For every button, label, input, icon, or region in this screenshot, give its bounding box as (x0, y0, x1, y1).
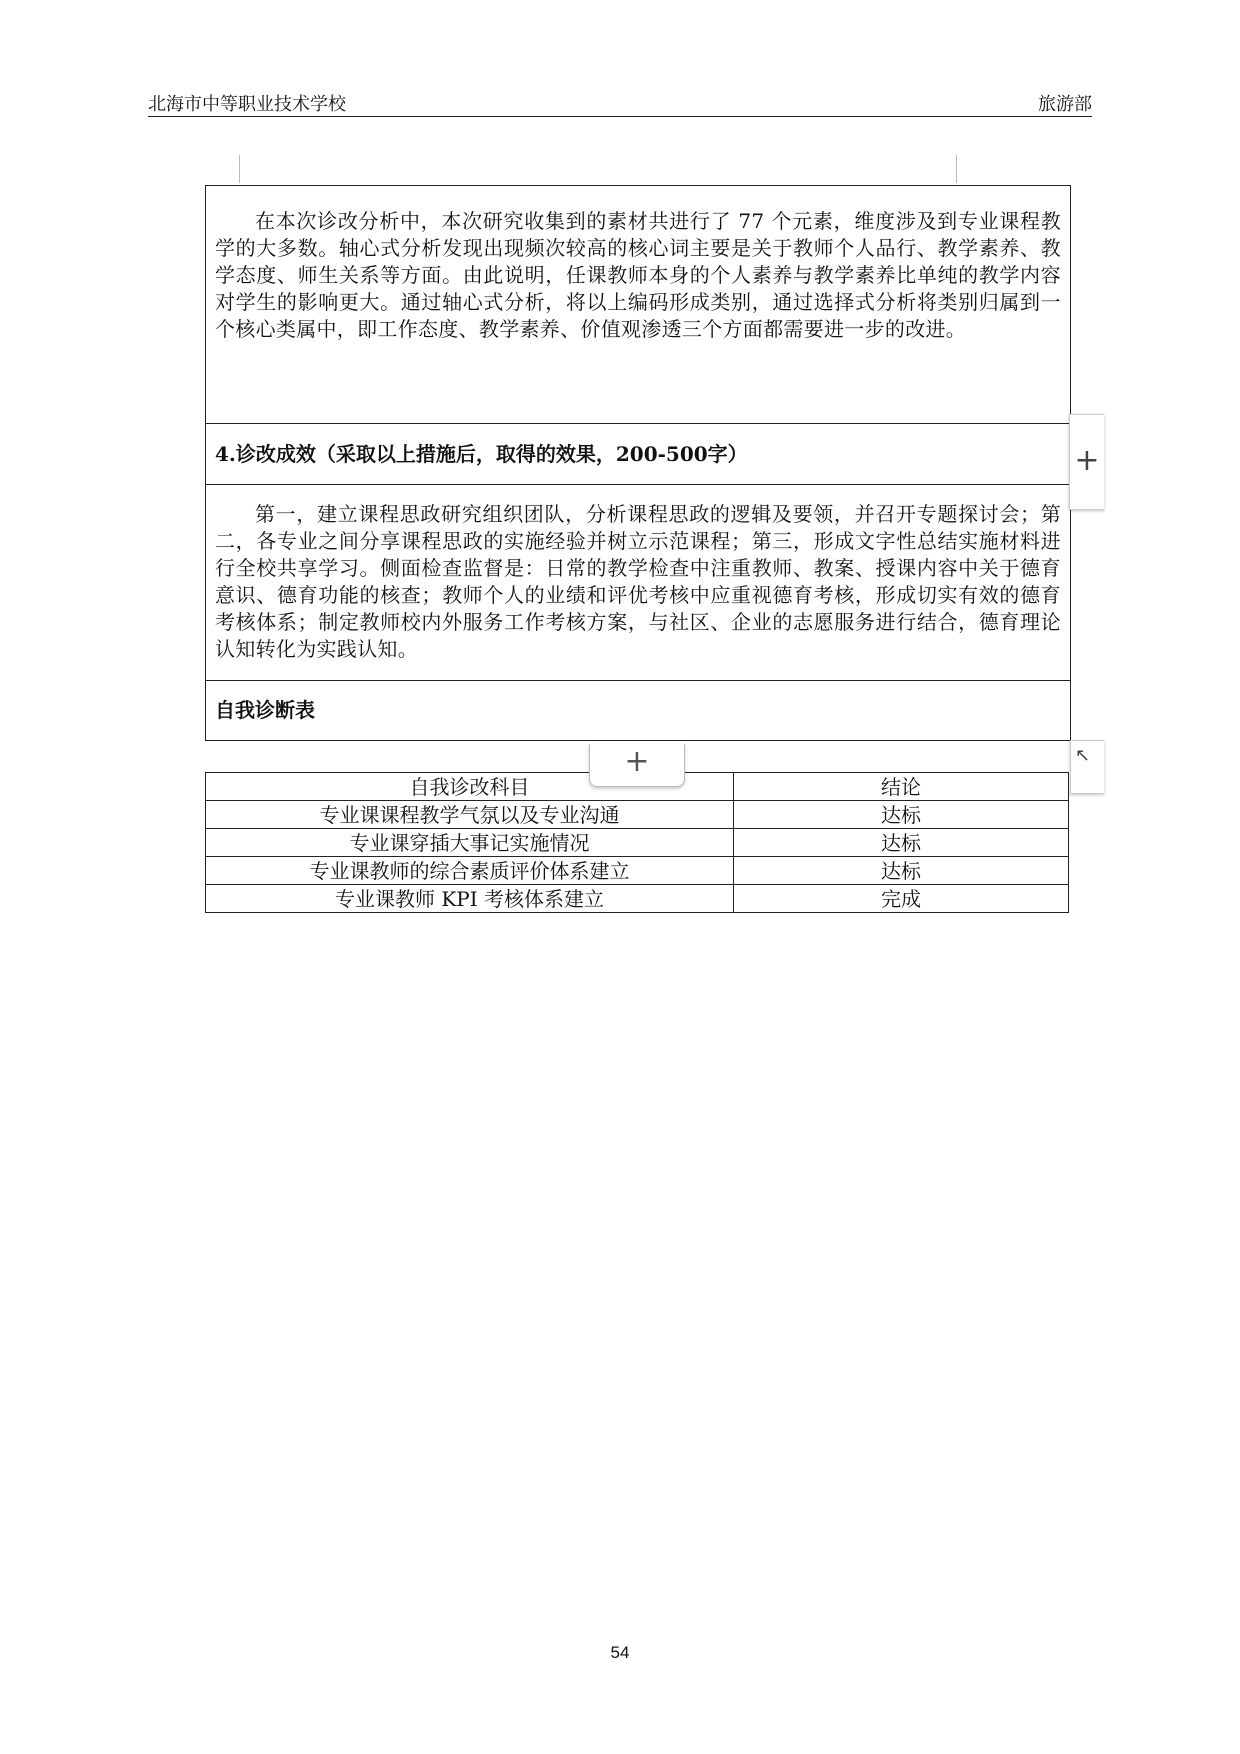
expand-button[interactable] (1070, 740, 1104, 794)
school-name: 北海市中等职业技术学校 (148, 94, 346, 115)
table-header-conclusion: 结论 (734, 773, 1069, 801)
content-table (205, 185, 1071, 741)
table-row (206, 857, 1069, 885)
table-row (206, 885, 1069, 913)
row-conclusion: 达标 (734, 829, 1069, 857)
row-conclusion: 达标 (734, 857, 1069, 885)
results-paragraph: 第一，建立课程思政研究组织团队，分析课程思政的逻辑及要领，并召开专题探讨会；第二，各专业之间分享课程思政的实施经验并树立示范课程；第三，形成文字性总结实施材料进行全校共享学习。侧面检查监督是：日常的教学检查中注重教师、教案、授课内容中关于德育意识、德育功能的核查；教师个人的业绩和评优考核中应重视德育考核，形成切实有效的德育考核体系；制定教师校内外服务工作考核方案，与社区、企业的志愿服务进行结合，德育理论认知转化为实践认知。 (215, 502, 1061, 661)
margin-tick (956, 155, 957, 183)
margin-tick (239, 155, 240, 183)
plus-icon: + (1074, 443, 1100, 478)
analysis-paragraph: 在本次诊改分析中，本次研究收集到的素材共进行了 77 个元素，维度涉及到专业课程教学的大多数。轴心式分析发现出现频次较高的核心词主要是关于教师个人品行、教学素养、教学态度、师生关系等方面。由此说明，任课教师本身的个人素养与教学素养比单纯的教学内容对学生的影响更大。通过轴心式分析，将以上编码形成类别，通过选择式分析将类别归属到一个核心类属中，即工作态度、教学素养、价值观渗透三个方面都需要进一步的改进。 (215, 209, 1061, 341)
row-subject: 专业课穿插大事记实施情况 (206, 829, 734, 857)
department-name: 旅游部 (1038, 94, 1092, 115)
row-subject: 专业课课程教学气氛以及专业沟通 (206, 801, 734, 829)
insert-row-button[interactable] (589, 744, 685, 787)
section4-heading: 4.诊改成效（采取以上措施后，取得的效果，200-500字） (215, 442, 748, 466)
row-conclusion: 达标 (734, 801, 1069, 829)
row-subject: 专业课教师的综合素质评价体系建立 (206, 857, 734, 885)
self-diagnosis-table (205, 772, 1069, 913)
table-row (206, 829, 1069, 857)
row-subject: 专业课教师 KPI 考核体系建立 (206, 885, 734, 913)
plus-icon: + (624, 744, 650, 779)
analysis-cell (206, 186, 1070, 424)
page-number: 54 (610, 1643, 630, 1662)
self-diag-heading-cell (206, 681, 1070, 740)
page-header (148, 88, 1092, 117)
results-cell (206, 485, 1070, 681)
table-header-subject: 自我诊改科目 (206, 773, 734, 801)
table-row (206, 801, 1069, 829)
self-diag-heading: 自我诊断表 (215, 698, 315, 722)
expand-arrow-icon: ↖ (1075, 745, 1091, 766)
section4-heading-cell (206, 424, 1070, 485)
row-conclusion: 完成 (734, 885, 1069, 913)
add-row-button[interactable] (1069, 414, 1104, 510)
